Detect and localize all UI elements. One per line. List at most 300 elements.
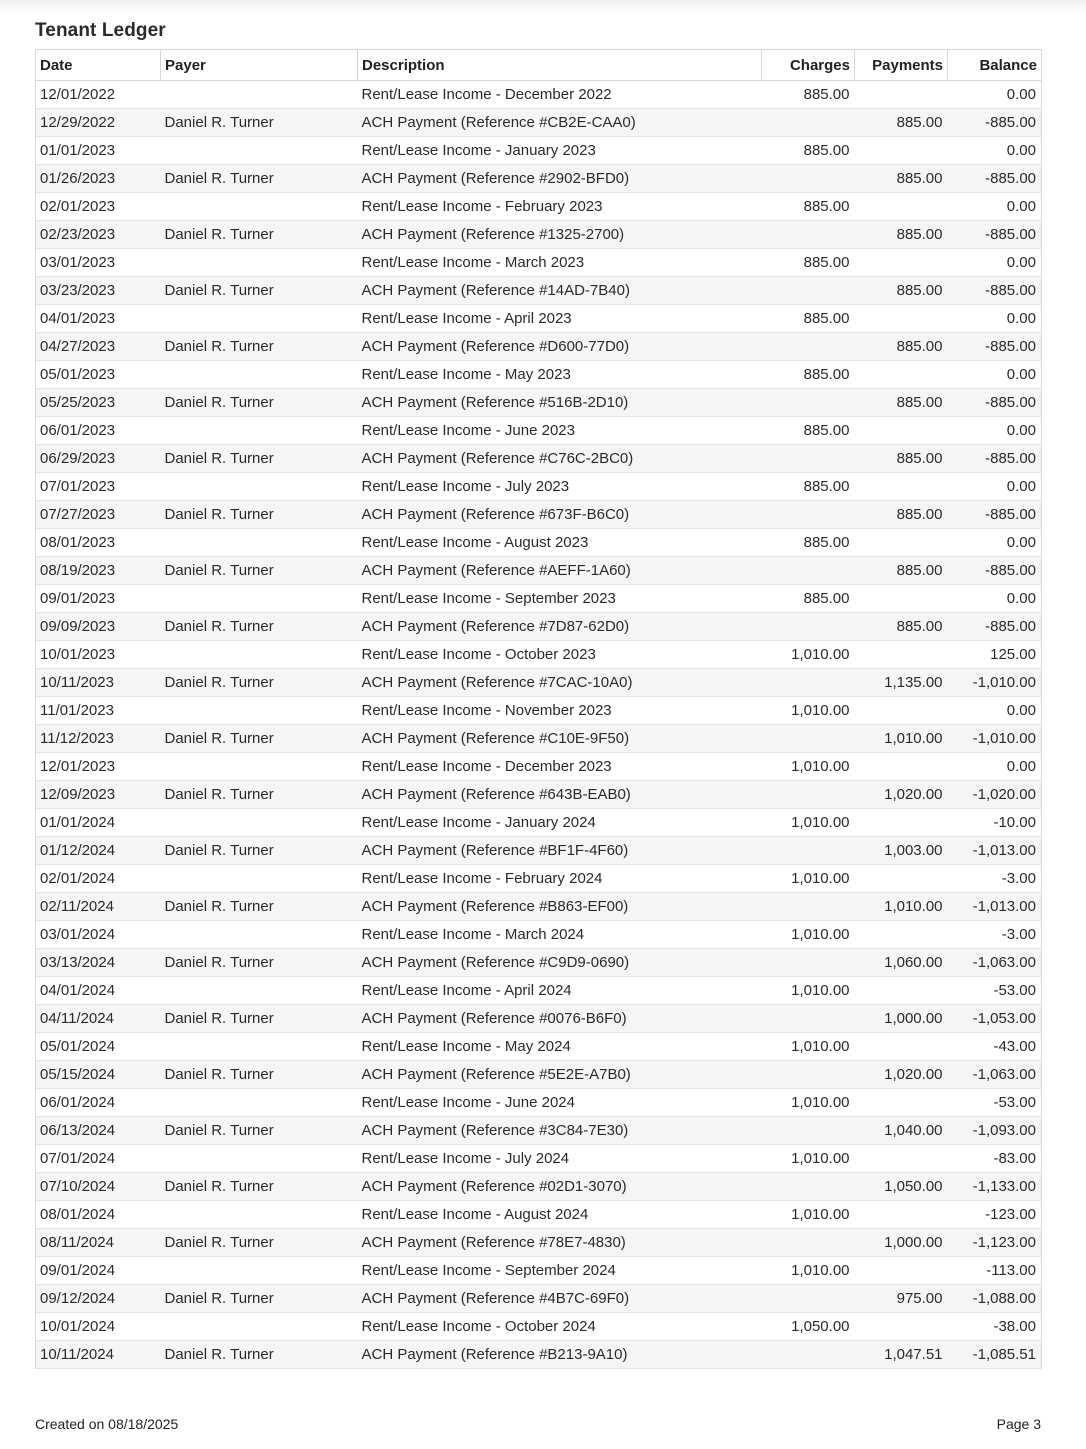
cell-payer: Daniel R. Turner (161, 333, 358, 361)
cell-date: 05/01/2023 (36, 361, 161, 389)
cell-date: 10/01/2023 (36, 641, 161, 669)
cell-balance: -53.00 (948, 1089, 1042, 1117)
cell-payments (855, 1201, 948, 1229)
cell-description: Rent/Lease Income - May 2023 (358, 361, 762, 389)
cell-date: 06/13/2024 (36, 1117, 161, 1145)
cell-charges: 1,010.00 (762, 697, 855, 725)
cell-payer: Daniel R. Turner (161, 893, 358, 921)
table-row (36, 781, 1042, 809)
cell-payer (161, 641, 358, 669)
cell-date: 07/27/2023 (36, 501, 161, 529)
table-row (36, 473, 1042, 501)
cell-payments (855, 193, 948, 221)
column-header-charges: Charges (762, 50, 855, 81)
cell-payer (161, 1201, 358, 1229)
cell-charges (762, 781, 855, 809)
cell-date: 10/11/2023 (36, 669, 161, 697)
cell-payments (855, 1145, 948, 1173)
cell-payments (855, 865, 948, 893)
table-row (36, 865, 1042, 893)
cell-balance: -1,013.00 (948, 837, 1042, 865)
column-header-payer: Payer (161, 50, 358, 81)
cell-description: Rent/Lease Income - August 2023 (358, 529, 762, 557)
cell-description: ACH Payment (Reference #0076-B6F0) (358, 1005, 762, 1033)
table-row (36, 921, 1042, 949)
cell-charges: 885.00 (762, 249, 855, 277)
cell-payer: Daniel R. Turner (161, 613, 358, 641)
cell-description: ACH Payment (Reference #C9D9-0690) (358, 949, 762, 977)
cell-description: ACH Payment (Reference #02D1-3070) (358, 1173, 762, 1201)
ledger-table (35, 49, 1042, 1369)
cell-description: Rent/Lease Income - October 2023 (358, 641, 762, 669)
cell-charges (762, 1341, 855, 1369)
cell-date: 06/01/2024 (36, 1089, 161, 1117)
cell-date: 09/01/2023 (36, 585, 161, 613)
cell-description: ACH Payment (Reference #B863-EF00) (358, 893, 762, 921)
cell-date: 12/29/2022 (36, 109, 161, 137)
cell-payer: Daniel R. Turner (161, 837, 358, 865)
table-row (36, 809, 1042, 837)
table-row (36, 977, 1042, 1005)
table-row (36, 333, 1042, 361)
cell-balance: 0.00 (948, 753, 1042, 781)
cell-description: Rent/Lease Income - December 2023 (358, 753, 762, 781)
cell-balance: 0.00 (948, 361, 1042, 389)
cell-date: 12/01/2022 (36, 81, 161, 109)
table-row (36, 1313, 1042, 1341)
cell-description: ACH Payment (Reference #4B7C-69F0) (358, 1285, 762, 1313)
table-row (36, 193, 1042, 221)
table-row (36, 1257, 1042, 1285)
cell-payments: 1,000.00 (855, 1229, 948, 1257)
cell-payer (161, 1033, 358, 1061)
cell-balance: -3.00 (948, 865, 1042, 893)
cell-payer (161, 921, 358, 949)
cell-description: Rent/Lease Income - October 2024 (358, 1313, 762, 1341)
table-row (36, 613, 1042, 641)
cell-charges: 885.00 (762, 417, 855, 445)
cell-description: Rent/Lease Income - June 2024 (358, 1089, 762, 1117)
cell-balance: -885.00 (948, 109, 1042, 137)
cell-payer (161, 417, 358, 445)
table-row (36, 1201, 1042, 1229)
cell-balance: -38.00 (948, 1313, 1042, 1341)
cell-payments: 885.00 (855, 613, 948, 641)
cell-payer: Daniel R. Turner (161, 165, 358, 193)
cell-date: 01/26/2023 (36, 165, 161, 193)
cell-charges (762, 725, 855, 753)
cell-description: ACH Payment (Reference #7D87-62D0) (358, 613, 762, 641)
cell-payments: 885.00 (855, 501, 948, 529)
cell-charges: 1,010.00 (762, 809, 855, 837)
page-number: Page 3 (996, 1416, 1041, 1432)
cell-balance: -1,085.51 (948, 1341, 1042, 1369)
cell-description: ACH Payment (Reference #AEFF-1A60) (358, 557, 762, 585)
cell-payments: 885.00 (855, 165, 948, 193)
cell-payer (161, 1145, 358, 1173)
cell-charges: 1,010.00 (762, 753, 855, 781)
cell-payments: 1,135.00 (855, 669, 948, 697)
cell-payments: 885.00 (855, 445, 948, 473)
cell-balance: -885.00 (948, 221, 1042, 249)
cell-balance: -885.00 (948, 501, 1042, 529)
table-row (36, 137, 1042, 165)
cell-balance: -113.00 (948, 1257, 1042, 1285)
cell-payer: Daniel R. Turner (161, 781, 358, 809)
cell-description: ACH Payment (Reference #643B-EAB0) (358, 781, 762, 809)
cell-balance: -1,093.00 (948, 1117, 1042, 1145)
cell-payments (855, 137, 948, 165)
cell-charges: 885.00 (762, 305, 855, 333)
cell-date: 07/01/2023 (36, 473, 161, 501)
cell-date: 01/01/2023 (36, 137, 161, 165)
cell-balance: 0.00 (948, 137, 1042, 165)
cell-payer: Daniel R. Turner (161, 725, 358, 753)
cell-description: Rent/Lease Income - July 2023 (358, 473, 762, 501)
cell-date: 02/01/2024 (36, 865, 161, 893)
cell-payments (855, 809, 948, 837)
cell-balance: -885.00 (948, 389, 1042, 417)
cell-description: Rent/Lease Income - March 2024 (358, 921, 762, 949)
cell-date: 12/09/2023 (36, 781, 161, 809)
cell-date: 08/01/2024 (36, 1201, 161, 1229)
cell-date: 01/12/2024 (36, 837, 161, 865)
cell-description: Rent/Lease Income - November 2023 (358, 697, 762, 725)
cell-balance: -83.00 (948, 1145, 1042, 1173)
cell-balance: 0.00 (948, 81, 1042, 109)
cell-balance: -1,020.00 (948, 781, 1042, 809)
cell-date: 03/23/2023 (36, 277, 161, 305)
cell-payments: 1,047.51 (855, 1341, 948, 1369)
cell-description: ACH Payment (Reference #3C84-7E30) (358, 1117, 762, 1145)
table-row (36, 669, 1042, 697)
table-row (36, 1061, 1042, 1089)
cell-description: Rent/Lease Income - September 2024 (358, 1257, 762, 1285)
table-row (36, 277, 1042, 305)
cell-date: 07/10/2024 (36, 1173, 161, 1201)
cell-payer: Daniel R. Turner (161, 1117, 358, 1145)
cell-payer: Daniel R. Turner (161, 1229, 358, 1257)
cell-date: 10/11/2024 (36, 1341, 161, 1369)
cell-date: 04/27/2023 (36, 333, 161, 361)
cell-balance: -1,063.00 (948, 1061, 1042, 1089)
cell-description: ACH Payment (Reference #C76C-2BC0) (358, 445, 762, 473)
cell-payments: 1,003.00 (855, 837, 948, 865)
cell-payments (855, 585, 948, 613)
cell-charges (762, 1061, 855, 1089)
cell-payer: Daniel R. Turner (161, 1061, 358, 1089)
cell-payer (161, 1313, 358, 1341)
cell-payments: 1,040.00 (855, 1117, 948, 1145)
cell-date: 09/01/2024 (36, 1257, 161, 1285)
cell-payer (161, 585, 358, 613)
cell-payer (161, 249, 358, 277)
cell-payments: 885.00 (855, 109, 948, 137)
cell-balance: -123.00 (948, 1201, 1042, 1229)
cell-description: Rent/Lease Income - March 2023 (358, 249, 762, 277)
cell-date: 01/01/2024 (36, 809, 161, 837)
table-row (36, 1005, 1042, 1033)
cell-date: 03/13/2024 (36, 949, 161, 977)
cell-description: ACH Payment (Reference #14AD-7B40) (358, 277, 762, 305)
cell-date: 12/01/2023 (36, 753, 161, 781)
cell-charges (762, 221, 855, 249)
cell-description: ACH Payment (Reference #CB2E-CAA0) (358, 109, 762, 137)
cell-charges (762, 277, 855, 305)
cell-payer: Daniel R. Turner (161, 109, 358, 137)
cell-date: 08/19/2023 (36, 557, 161, 585)
cell-description: ACH Payment (Reference #B213-9A10) (358, 1341, 762, 1369)
cell-payments: 1,050.00 (855, 1173, 948, 1201)
cell-balance: 0.00 (948, 697, 1042, 725)
table-row (36, 1173, 1042, 1201)
cell-balance: -10.00 (948, 809, 1042, 837)
cell-description: Rent/Lease Income - August 2024 (358, 1201, 762, 1229)
cell-balance: -1,133.00 (948, 1173, 1042, 1201)
cell-charges (762, 333, 855, 361)
table-row (36, 1285, 1042, 1313)
cell-balance: -53.00 (948, 977, 1042, 1005)
cell-payer (161, 753, 358, 781)
cell-date: 02/01/2023 (36, 193, 161, 221)
column-header-description: Description (358, 50, 762, 81)
table-row (36, 641, 1042, 669)
table-row (36, 109, 1042, 137)
cell-date: 11/12/2023 (36, 725, 161, 753)
cell-charges (762, 1229, 855, 1257)
cell-payments (855, 977, 948, 1005)
cell-payer (161, 305, 358, 333)
table-row (36, 529, 1042, 557)
table-row (36, 305, 1042, 333)
cell-charges: 885.00 (762, 193, 855, 221)
cell-description: ACH Payment (Reference #D600-77D0) (358, 333, 762, 361)
cell-balance: 0.00 (948, 193, 1042, 221)
cell-date: 06/29/2023 (36, 445, 161, 473)
table-row (36, 221, 1042, 249)
cell-payments (855, 81, 948, 109)
ledger-header-row (36, 50, 1042, 81)
table-row (36, 837, 1042, 865)
cell-date: 10/01/2024 (36, 1313, 161, 1341)
table-row (36, 389, 1042, 417)
table-row (36, 725, 1042, 753)
cell-description: Rent/Lease Income - May 2024 (358, 1033, 762, 1061)
cell-charges (762, 445, 855, 473)
cell-balance: -1,010.00 (948, 669, 1042, 697)
table-row (36, 949, 1042, 977)
cell-charges: 1,010.00 (762, 1201, 855, 1229)
cell-description: ACH Payment (Reference #5E2E-A7B0) (358, 1061, 762, 1089)
table-row (36, 249, 1042, 277)
cell-payer: Daniel R. Turner (161, 557, 358, 585)
cell-description: ACH Payment (Reference #673F-B6C0) (358, 501, 762, 529)
cell-balance: -1,013.00 (948, 893, 1042, 921)
table-row (36, 165, 1042, 193)
cell-payments: 885.00 (855, 389, 948, 417)
cell-description: ACH Payment (Reference #BF1F-4F60) (358, 837, 762, 865)
cell-balance: -885.00 (948, 557, 1042, 585)
cell-payments (855, 305, 948, 333)
cell-payer (161, 81, 358, 109)
table-row (36, 361, 1042, 389)
cell-charges: 1,010.00 (762, 921, 855, 949)
cell-payer: Daniel R. Turner (161, 669, 358, 697)
cell-description: Rent/Lease Income - December 2022 (358, 81, 762, 109)
cell-description: Rent/Lease Income - February 2024 (358, 865, 762, 893)
cell-charges (762, 165, 855, 193)
cell-payer (161, 473, 358, 501)
cell-charges (762, 501, 855, 529)
table-row (36, 501, 1042, 529)
table-row (36, 1117, 1042, 1145)
column-header-date: Date (36, 50, 161, 81)
cell-charges: 1,010.00 (762, 1145, 855, 1173)
cell-balance: 125.00 (948, 641, 1042, 669)
cell-date: 04/11/2024 (36, 1005, 161, 1033)
cell-charges (762, 837, 855, 865)
cell-payments (855, 697, 948, 725)
cell-payments: 1,020.00 (855, 781, 948, 809)
cell-payer: Daniel R. Turner (161, 277, 358, 305)
cell-payer: Daniel R. Turner (161, 1285, 358, 1313)
cell-payments: 885.00 (855, 277, 948, 305)
cell-charges (762, 109, 855, 137)
cell-balance: -1,053.00 (948, 1005, 1042, 1033)
cell-description: Rent/Lease Income - June 2023 (358, 417, 762, 445)
cell-balance: -885.00 (948, 277, 1042, 305)
table-row (36, 1033, 1042, 1061)
cell-payments (855, 753, 948, 781)
cell-balance: -1,010.00 (948, 725, 1042, 753)
cell-description: ACH Payment (Reference #C10E-9F50) (358, 725, 762, 753)
cell-charges: 1,010.00 (762, 1257, 855, 1285)
cell-payments: 885.00 (855, 557, 948, 585)
cell-payments (855, 529, 948, 557)
table-row (36, 1341, 1042, 1369)
cell-payer (161, 809, 358, 837)
cell-description: ACH Payment (Reference #2902-BFD0) (358, 165, 762, 193)
cell-payments (855, 921, 948, 949)
cell-payer (161, 865, 358, 893)
cell-balance: 0.00 (948, 585, 1042, 613)
cell-payer (161, 1089, 358, 1117)
cell-charges: 885.00 (762, 529, 855, 557)
cell-date: 07/01/2024 (36, 1145, 161, 1173)
cell-description: Rent/Lease Income - July 2024 (358, 1145, 762, 1173)
cell-charges: 1,010.00 (762, 641, 855, 669)
cell-payer (161, 529, 358, 557)
cell-payments: 1,010.00 (855, 893, 948, 921)
table-row (36, 81, 1042, 109)
cell-balance: 0.00 (948, 249, 1042, 277)
cell-charges (762, 949, 855, 977)
cell-balance: 0.00 (948, 473, 1042, 501)
cell-payer: Daniel R. Turner (161, 1341, 358, 1369)
cell-charges: 1,050.00 (762, 1313, 855, 1341)
cell-charges: 1,010.00 (762, 977, 855, 1005)
table-row (36, 557, 1042, 585)
cell-balance: -1,088.00 (948, 1285, 1042, 1313)
cell-balance: -885.00 (948, 613, 1042, 641)
cell-charges: 885.00 (762, 473, 855, 501)
ledger-body (36, 81, 1042, 1369)
table-row (36, 445, 1042, 473)
cell-payments: 975.00 (855, 1285, 948, 1313)
table-row (36, 1089, 1042, 1117)
cell-description: Rent/Lease Income - January 2024 (358, 809, 762, 837)
table-row (36, 585, 1042, 613)
cell-balance: -3.00 (948, 921, 1042, 949)
cell-date: 02/11/2024 (36, 893, 161, 921)
cell-payments: 1,060.00 (855, 949, 948, 977)
cell-payer: Daniel R. Turner (161, 501, 358, 529)
cell-payments (855, 417, 948, 445)
cell-charges (762, 669, 855, 697)
cell-payments: 1,020.00 (855, 1061, 948, 1089)
cell-description: Rent/Lease Income - January 2023 (358, 137, 762, 165)
cell-description: ACH Payment (Reference #7CAC-10A0) (358, 669, 762, 697)
cell-payments (855, 1313, 948, 1341)
table-row (36, 1229, 1042, 1257)
cell-date: 04/01/2023 (36, 305, 161, 333)
cell-description: Rent/Lease Income - September 2023 (358, 585, 762, 613)
cell-date: 02/23/2023 (36, 221, 161, 249)
cell-charges: 885.00 (762, 585, 855, 613)
cell-payer (161, 977, 358, 1005)
table-row (36, 1145, 1042, 1173)
cell-charges (762, 389, 855, 417)
cell-payer: Daniel R. Turner (161, 1005, 358, 1033)
cell-charges: 885.00 (762, 137, 855, 165)
cell-date: 05/15/2024 (36, 1061, 161, 1089)
cell-charges (762, 893, 855, 921)
cell-payer: Daniel R. Turner (161, 389, 358, 417)
cell-balance: 0.00 (948, 305, 1042, 333)
cell-payer: Daniel R. Turner (161, 221, 358, 249)
cell-charges (762, 1285, 855, 1313)
page-title: Tenant Ledger (35, 20, 166, 41)
cell-charges: 1,010.00 (762, 865, 855, 893)
cell-description: Rent/Lease Income - April 2024 (358, 977, 762, 1005)
cell-payer: Daniel R. Turner (161, 445, 358, 473)
cell-charges (762, 1173, 855, 1201)
cell-date: 08/01/2023 (36, 529, 161, 557)
cell-charges (762, 1117, 855, 1145)
cell-payer: Daniel R. Turner (161, 1173, 358, 1201)
cell-date: 09/09/2023 (36, 613, 161, 641)
cell-description: ACH Payment (Reference #516B-2D10) (358, 389, 762, 417)
cell-charges (762, 557, 855, 585)
cell-charges: 1,010.00 (762, 1089, 855, 1117)
cell-payments (855, 473, 948, 501)
cell-payments (855, 361, 948, 389)
cell-charges: 885.00 (762, 81, 855, 109)
cell-payer (161, 361, 358, 389)
cell-payments: 885.00 (855, 221, 948, 249)
created-date: Created on 08/18/2025 (35, 1416, 179, 1432)
cell-payer (161, 1257, 358, 1285)
column-header-balance: Balance (948, 50, 1042, 81)
cell-balance: -885.00 (948, 333, 1042, 361)
cell-balance: -885.00 (948, 165, 1042, 193)
table-row (36, 753, 1042, 781)
cell-charges: 1,010.00 (762, 1033, 855, 1061)
table-row (36, 893, 1042, 921)
table-row (36, 697, 1042, 725)
cell-date: 06/01/2023 (36, 417, 161, 445)
cell-payments (855, 1033, 948, 1061)
